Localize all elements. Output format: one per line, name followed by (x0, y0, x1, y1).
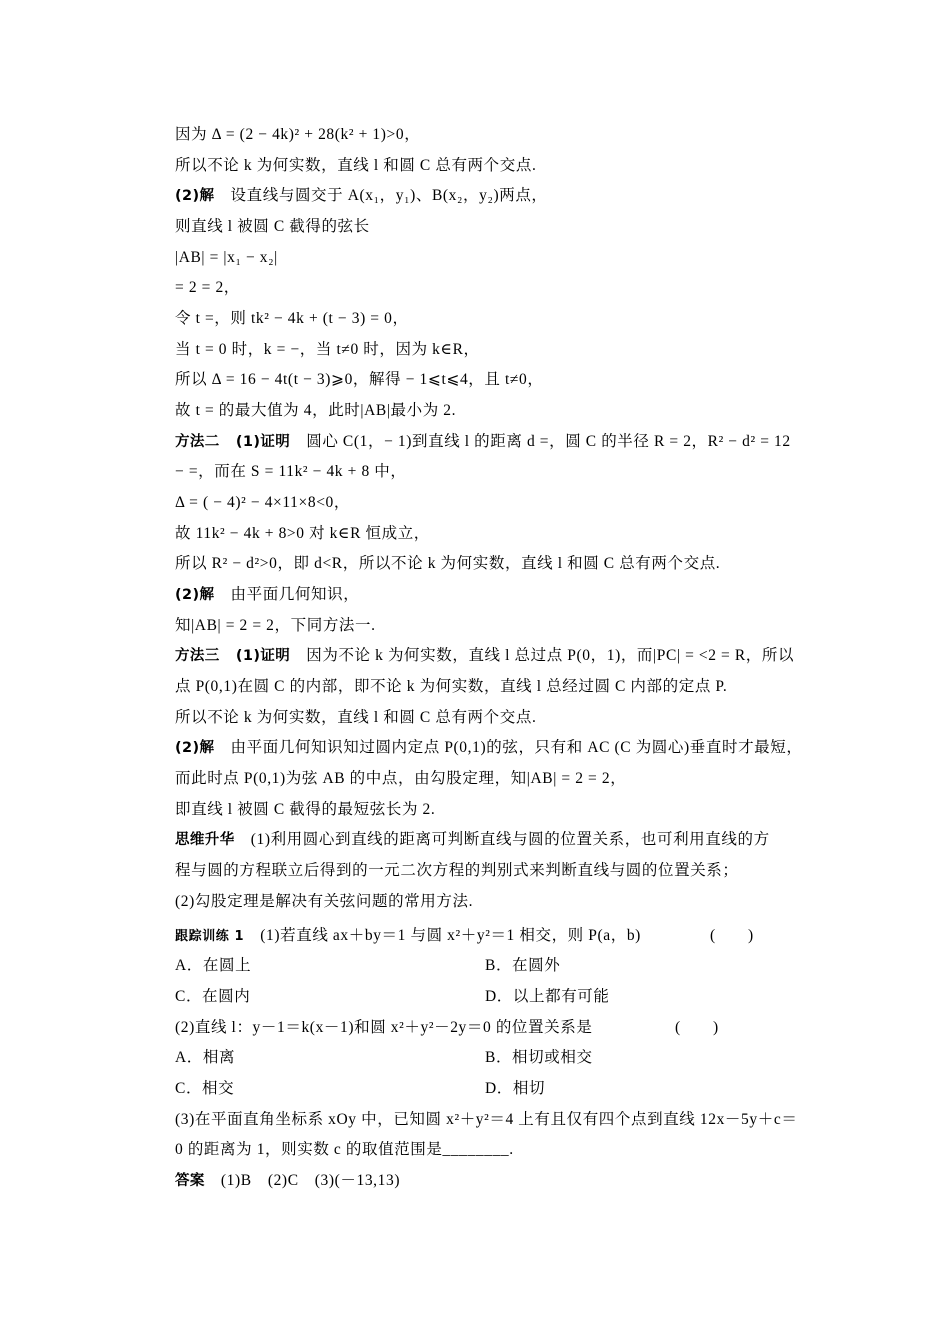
text-line: (2)解 设直线与圆交于 A(x₁，y₁)、B(x₂，y₂)两点， (175, 187, 548, 204)
text-line: − =，而在 S = 11k² − 4k + 8 中， (175, 463, 407, 480)
text-line: 故 t = 的最大值为 4，此时|AB|最小为 2. (175, 402, 457, 419)
option: B．相切或相交 (485, 1049, 593, 1066)
label-solution: (2)解 (175, 188, 215, 204)
text-line: (2)勾股定理是解决有关弦问题的常用方法. (175, 893, 474, 910)
text-line: 所以 Δ = 16 − 4t(t − 3)⩾0，解得 − 1⩽t⩽4，且 t≠0， (175, 371, 544, 388)
text-line: = 2 = 2， (175, 279, 240, 296)
text-line: 即直线 l 被圆 C 截得的最短弦长为 2. (175, 801, 436, 818)
text-line: 故 11k² − 4k + 8>0 对 k∈R 恒成立， (175, 525, 430, 542)
text-line: (2)解 由平面几何知识知过圆内定点 P(0,1)的弦，只有和 AC (C 为圆心)垂直时才最短， (175, 739, 803, 756)
option: C．在圆内 (175, 988, 251, 1005)
text-line: 所以不论 k 为何实数，直线 l 和圆 C 总有两个交点. (175, 157, 537, 174)
label-proof: (1)证明 (235, 648, 291, 664)
exercise-q3: 0 的距离为 1，则实数 c 的取值范围是________. (175, 1141, 514, 1158)
label-solution: (2)解 (175, 740, 215, 756)
option: C．相交 (175, 1080, 235, 1097)
answer-blank-q2: ( ) (675, 1019, 719, 1036)
text-line: 所以 R² − d²>0，即 d<R，所以不论 k 为何实数，直线 l 和圆 C 总有两个交点. (175, 555, 721, 572)
label-proof: (1)证明 (235, 434, 291, 450)
text-line: 知|AB| = 2 = 2，下同方法一. (175, 617, 376, 634)
text-line: 方法三 (1)证明 因为不论 k 为何实数，直线 l 总过点 P(0，1)，而|PC| = <2 = R，所以 (175, 647, 795, 664)
text-line: 因为 Δ = (2 − 4k)² + 28(k² + 1)>0， (175, 126, 421, 143)
text-line: 而此时点 P(0,1)为弦 AB 的中点，由勾股定理，知|AB| = 2 = 2， (175, 770, 627, 787)
text-line: 当 t = 0 时，k = −，当 t≠0 时，因为 k∈R， (175, 341, 480, 358)
exercise-q3: (3)在平面直角坐标系 xOy 中，已知圆 x²＋y²＝4 上有且仅有四个点到直线 12x－5y＋c＝ (175, 1111, 798, 1128)
text-line: 则直线 l 被圆 C 截得的弦长 (175, 218, 370, 235)
label-solution: (2)解 (175, 587, 215, 603)
text-line: Δ = ( − 4)² − 4×11×8<0， (175, 494, 351, 511)
option: A．在圆上 (175, 957, 252, 974)
answer-line: 答案 (1)B (2)C (3)(－13,13) (175, 1172, 401, 1189)
label-thinking: 思维升华 (175, 832, 235, 848)
text-line: 点 P(0,1)在圆 C 的内部，即不论 k 为何实数，直线 l 总经过圆 C 内部的定点 P. (175, 678, 728, 695)
exercise-q1: 跟踪训练 1 (1)若直线 ax＋by＝1 与圆 x²＋y²＝1 相交，则 P(a，b) (175, 927, 641, 944)
text-line: 令 t =，则 tk² − 4k + (t − 3) = 0， (175, 310, 409, 327)
text-line: 思维升华 (1)利用圆心到直线的距离可判断直线与圆的位置关系，也可利用直线的方 (175, 831, 770, 848)
option: D．以上都有可能 (485, 988, 610, 1005)
text-line: 所以不论 k 为何实数，直线 l 和圆 C 总有两个交点. (175, 709, 537, 726)
label-method-2: 方法二 (175, 434, 220, 450)
text-line: 程与圆的方程联立后得到的一元二次方程的判别式来判断直线与圆的位置关系； (175, 862, 739, 879)
text-line: (2)解 由平面几何知识， (175, 586, 360, 603)
answer-blank-q1: ( ) (710, 927, 754, 944)
option: A．相离 (175, 1049, 236, 1066)
text-line: 方法二 (1)证明 圆心 C(1，− 1)到直线 l 的距离 d =，圆 C 的半径 R = 2，R² − d² = 12 (175, 433, 791, 450)
label-exercise: 跟踪训练 1 (175, 929, 245, 944)
text-line: |AB| = |x₁ − x₂| (175, 249, 278, 266)
label-answer: 答案 (175, 1173, 205, 1189)
exercise-q2: (2)直线 l：y－1＝k(x－1)和圆 x²＋y²－2y＝0 的位置关系是 (175, 1019, 593, 1036)
option: B．在圆外 (485, 957, 561, 974)
option: D．相切 (485, 1080, 546, 1097)
label-method-3: 方法三 (175, 648, 220, 664)
